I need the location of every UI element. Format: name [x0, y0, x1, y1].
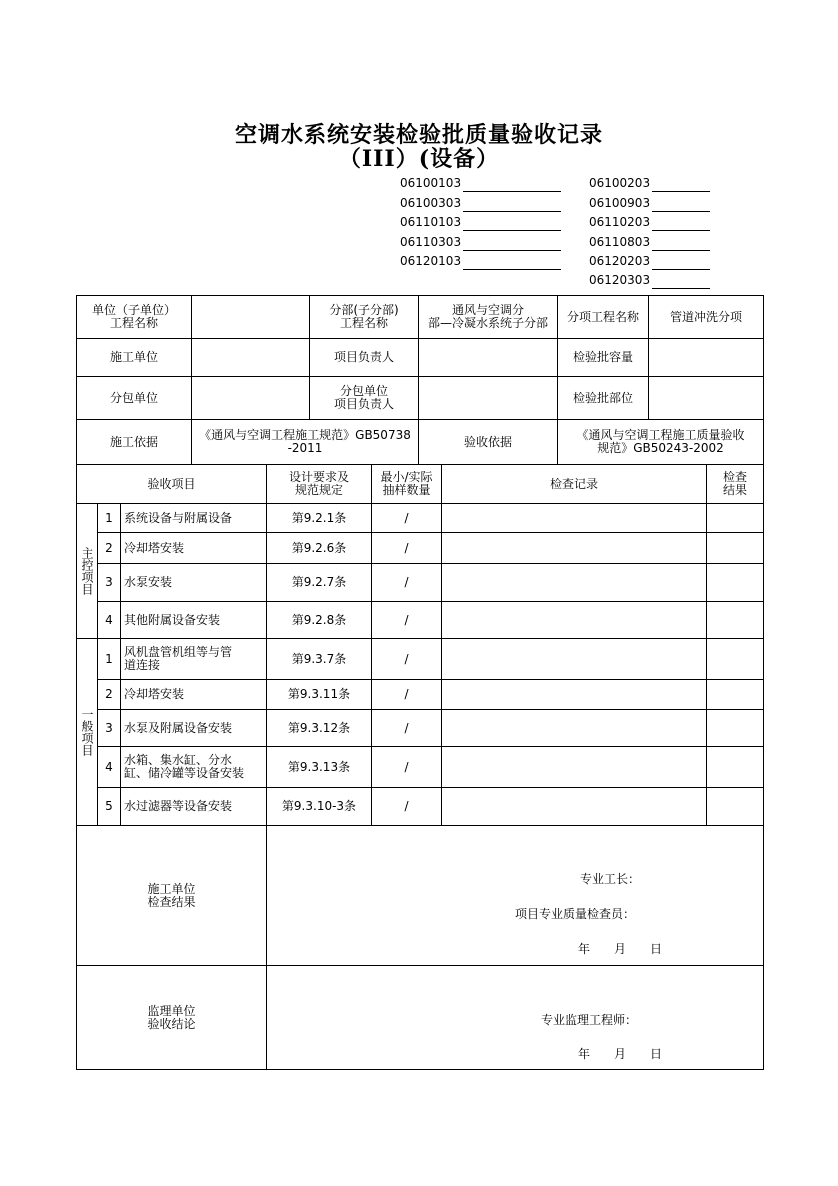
item-sample: / [404, 575, 409, 589]
batch-capacity-label: 检验批容量 [572, 350, 633, 364]
unit-name-label: 单位（子单位） 工程名称 [91, 303, 176, 330]
accept-basis-label: 验收依据 [463, 434, 512, 449]
code-right-5: 06120203 [589, 252, 710, 270]
subdept-label: 分部(子分部) 工程名称 [329, 303, 399, 330]
accept-basis-value: 《通风与空调工程施工质量验收 规范》GB50243-2002 [576, 428, 745, 455]
basis-label: 施工依据 [109, 434, 158, 449]
batch-part-value[interactable] [649, 377, 763, 419]
foreman-label: 专业工长： [580, 872, 641, 886]
item-sample: / [404, 612, 409, 627]
item-sample: / [404, 720, 409, 735]
item-sample: / [404, 510, 409, 525]
code-left-5: 06120103 [400, 252, 561, 270]
col-design: 设计要求及 规范规定 [288, 470, 349, 497]
item-clause: 第9.3.10-3条 [281, 799, 357, 813]
item-clause: 第9.3.11条 [287, 687, 351, 701]
general-group-label: 一般项目 [80, 708, 94, 756]
item-name: 其他附属设备安装 [124, 612, 221, 627]
code-left-3: 06110103 [400, 213, 561, 231]
pm-label: 项目负责人 [333, 350, 394, 364]
item-clause: 第9.2.1条 [291, 510, 347, 525]
item-clause: 第9.2.6条 [291, 540, 347, 555]
item-no: 3 [105, 720, 113, 735]
subcontractor-value[interactable] [192, 377, 309, 419]
item-clause: 第9.2.8条 [291, 612, 347, 627]
col-record: 检查记录 [549, 476, 598, 491]
subitem-value: 管道冲洗分项 [669, 309, 742, 324]
item-name: 冷却塔安装 [124, 540, 185, 555]
subitem-label: 分项工程名称 [566, 309, 639, 324]
item-sample: / [404, 651, 409, 666]
code-right-2: 06100903 [589, 194, 710, 212]
batch-part-label: 检验批部位 [572, 390, 633, 405]
contractor-label: 施工单位 [109, 350, 158, 364]
item-clause: 第9.2.7条 [291, 575, 347, 589]
date2-label: 年 月 日 [578, 1047, 663, 1061]
item-sample: / [404, 759, 409, 774]
qc-label: 项目专业质量检查员： [515, 907, 636, 921]
page-title: 空调水系统安装检验批质量验收记录 [234, 122, 603, 148]
item-name: 冷却塔安装 [124, 687, 185, 701]
code-left-1: 06100103 [400, 174, 561, 192]
contractor-check-label: 施工单位 检查结果 [147, 881, 196, 909]
item-no: 1 [105, 510, 113, 525]
item-name: 水泵安装 [124, 575, 173, 589]
item-name: 风机盘管机组等与管 道连接 [124, 645, 233, 672]
item-name: 水箱、集水缸、分水 缸、储冷罐等设备安装 [124, 753, 245, 780]
code-right-6: 06120303 [589, 271, 710, 289]
subcontractor-label: 分包单位 [109, 390, 158, 405]
item-no: 4 [105, 612, 113, 627]
code-right-3: 06110203 [589, 213, 710, 231]
item-sample: / [404, 540, 409, 555]
item-no: 4 [105, 759, 113, 774]
page-subtitle: （III）(设备） [338, 146, 500, 172]
item-sample: / [404, 799, 409, 813]
item-no: 2 [105, 540, 113, 555]
item-sample: / [404, 687, 409, 701]
col-item: 验收项目 [147, 476, 196, 491]
batch-capacity-value[interactable] [649, 339, 763, 376]
item-clause: 第9.3.7条 [291, 651, 347, 666]
sub-pm-label: 分包单位 项目负责人 [333, 384, 394, 411]
pm-value[interactable] [419, 339, 557, 376]
item-name: 系统设备与附属设备 [124, 510, 233, 525]
date-label: 年 月 日 [578, 942, 663, 956]
col-result: 检查 结果 [722, 470, 747, 497]
unit-name-value[interactable] [192, 296, 309, 338]
item-no: 3 [105, 575, 113, 589]
item-no: 1 [105, 651, 113, 666]
item-no: 2 [105, 687, 113, 701]
code-right-4: 06110803 [589, 233, 710, 251]
engineer-label: 专业监理工程师： [541, 1013, 638, 1027]
code-right-1: 06100203 [589, 174, 710, 192]
main-group-label: 主控项目 [80, 547, 94, 595]
item-name: 水过滤器等设备安装 [124, 799, 233, 813]
item-no: 5 [105, 799, 113, 813]
code-left-4: 06110303 [400, 233, 561, 251]
item-clause: 第9.3.13条 [287, 759, 351, 774]
sub-pm-value[interactable] [419, 377, 557, 419]
basis-value: 《通风与空调工程施工规范》GB50738 -2011 [199, 428, 411, 455]
contractor-value[interactable] [192, 339, 309, 376]
col-sampling: 最小/实际 抽样数量 [380, 470, 433, 497]
item-name: 水泵及附属设备安装 [124, 720, 233, 735]
supervisor-check-label: 监理单位 验收结论 [147, 1003, 196, 1031]
item-clause: 第9.3.12条 [287, 720, 351, 735]
subdept-value: 通风与空调分 部—冷凝水系统子分部 [427, 303, 548, 330]
code-left-2: 06100303 [400, 194, 561, 212]
